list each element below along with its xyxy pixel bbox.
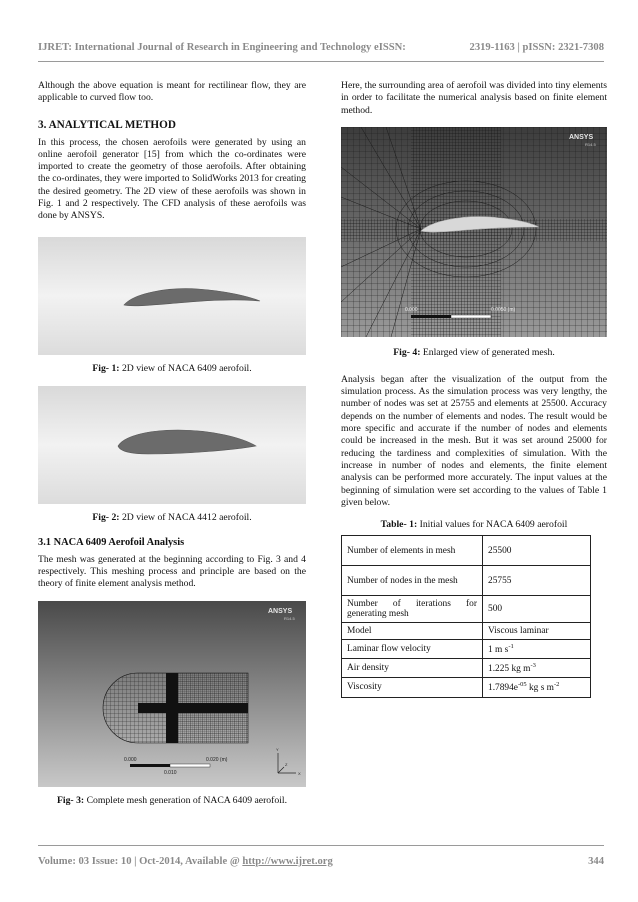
figure-3 bbox=[38, 601, 306, 806]
journal-title: IJRET: International Journal of Research in Engineering and Technology eISSN: bbox=[38, 42, 406, 53]
running-footer bbox=[38, 856, 604, 867]
figure-2-caption: Fig- 2: 2D view of NACA 4412 aerofoil. bbox=[92, 511, 252, 523]
issn: 2319-1163 | pISSN: 2321-7308 bbox=[469, 42, 604, 53]
journal-link[interactable]: http://www.ijret.org bbox=[242, 856, 333, 867]
analysis-paragraph: Analysis began after the visualization of the output from the simulation process. As the simulation process was very lengthy, the number of nodes was set at 25755 and elements at 25500. Accuracy depends on the number of elements and nodes. The result would be more specific and accurate if the number of nodes and elements could be increased in the mesh. But it was set around 25000 for reducing the tardiness and complexities of simulation. With the increase in number of nodes and elements, the finite element analysis can be performed more accurately. The input values at the beginning of simulation were set according to the values of Table 1 given below. bbox=[341, 373, 607, 508]
aerofoil-6409-image bbox=[38, 237, 306, 355]
figure-1 bbox=[38, 237, 306, 374]
figure-4 bbox=[341, 127, 607, 358]
ansys-logo: ANSYS bbox=[268, 607, 293, 615]
table-row: Number of iterations for generating mesh 500 bbox=[342, 596, 591, 623]
complete-mesh-image bbox=[38, 601, 306, 787]
svg-text:0.0050 (m): 0.0050 (m) bbox=[491, 306, 516, 313]
table-row: Air density 1.225 kg $m^{-3}$ bbox=[342, 659, 591, 678]
table-row: Viscosity $1.7894e^{-05}$ kg s $m^{-2}$ bbox=[342, 678, 591, 697]
ansys-logo-2: ANSYS bbox=[569, 133, 594, 141]
right-intro-paragraph: Here, the surrounding area of aerofoil was divided into tiny elements in order to facilitate the numerical analysis based on finite element method. bbox=[341, 80, 607, 116]
header-rule bbox=[38, 61, 604, 62]
svg-text:X: X bbox=[298, 770, 301, 776]
table-row: Number of elements in mesh 25500 bbox=[342, 536, 591, 566]
subsection-heading: 3.1 NACA 6409 Aerofoil Analysis bbox=[38, 536, 185, 548]
page-number: 344 bbox=[588, 856, 604, 867]
figure-4-caption: Fig- 4: Enlarged view of generated mesh. bbox=[393, 346, 555, 358]
table-row: Laminar flow velocity 1 m $s^{-1}$ bbox=[342, 640, 591, 659]
svg-text:0.010: 0.010 bbox=[164, 769, 177, 776]
initial-values-table bbox=[341, 535, 591, 697]
subsection-paragraph: The mesh was generated at the beginning according to Fig. 3 and 4 respectively. This meshing process and principle are based on the theory of finite element analysis method. bbox=[38, 553, 306, 590]
enlarged-mesh-image bbox=[341, 127, 607, 337]
table-row: Model Viscous laminar bbox=[342, 623, 591, 640]
right-column bbox=[341, 80, 607, 698]
section-paragraph: In this process, the chosen aerofoils were generated by using an online aerofoil generator [15] from which the co-ordinates were imported to create the geometry of those aerofoils. After obtaining the co-ordinates, they were imported to SolidWorks 2013 for creating the desired geometry. The 2D view of these aerofoils was shown in Fig. 1 and 2 respectively. The CFD analysis of these aerofoils was done by ANSYS. bbox=[38, 136, 306, 222]
footer-volume: Volume: 03 Issue: 10 | Oct-2014, Available @ bbox=[38, 856, 243, 867]
left-column bbox=[38, 80, 306, 806]
svg-text:0.000: 0.000 bbox=[405, 306, 418, 313]
svg-text:0.020 (m): 0.020 (m) bbox=[206, 756, 228, 763]
table-row: Number of nodes in the mesh 25755 bbox=[342, 566, 591, 596]
figure-1-caption: Fig- 1: 2D view of NACA 6409 aerofoil. bbox=[92, 362, 252, 374]
section-heading: 3. ANALYTICAL METHOD bbox=[38, 118, 176, 131]
svg-text:Y: Y bbox=[276, 746, 279, 752]
footer-rule bbox=[38, 845, 604, 846]
svg-text:Z: Z bbox=[285, 761, 288, 767]
table-caption: Table- 1: Initial values for NACA 6409 aerofoil bbox=[380, 519, 568, 531]
figure-3-caption: Fig- 3: Complete mesh generation of NACA 6409 aerofoil. bbox=[56, 794, 288, 806]
svg-text:0.000: 0.000 bbox=[124, 756, 137, 763]
running-header bbox=[38, 42, 604, 53]
svg-text:R14.5: R14.5 bbox=[585, 141, 596, 147]
aerofoil-4412-image bbox=[38, 386, 306, 504]
intro-paragraph: Although the above equation is meant for rectilinear flow, they are applicable to curved flow too. bbox=[38, 80, 306, 104]
svg-text:R14.5: R14.5 bbox=[284, 615, 295, 621]
figure-2 bbox=[38, 386, 306, 523]
